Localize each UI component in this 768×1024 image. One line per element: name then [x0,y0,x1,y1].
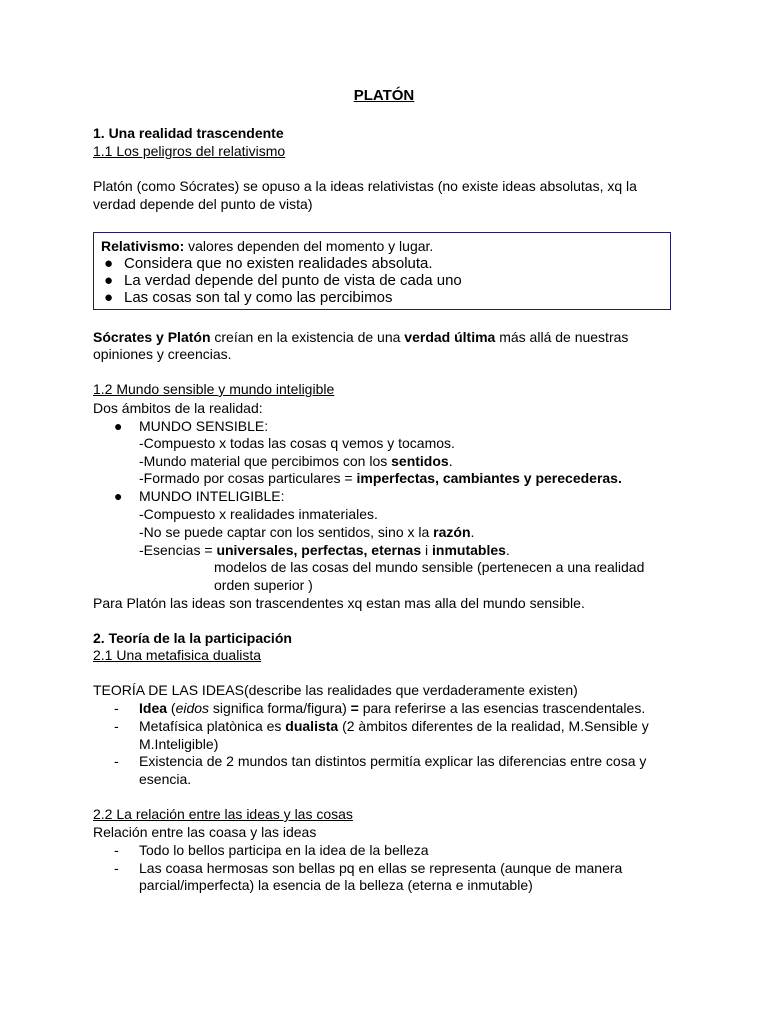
callout-term: Relativismo: [101,238,185,254]
text: (2 àmbitos diferentes de la realidad, M.Sensible y [338,718,649,734]
bold-text: razón [433,524,471,540]
list-item-line: modelos de las cosas del mundo sensible (pertenecen a una realidad [214,559,645,575]
list-item-line [139,542,510,560]
callout-list-item [104,289,393,307]
paragraph-line: Para Platón las ideas son trascendentes xq estan mas alla del mundo sensible. [93,595,585,611]
text: . [448,453,453,469]
text: -No se puede captar con los sentidos, sino x la [139,524,434,540]
dash-bullet: - [114,718,119,734]
relativism-callout-box [93,232,671,310]
list-item-line [139,524,474,542]
section-heading-1: 1. Una realidad trascendente [93,125,284,141]
bold-text: Idea [139,700,168,716]
subsection-heading-2-2: 2.2 La relación entre las ideas y las cosas [93,806,353,822]
bullet-icon: ● [104,272,114,289]
text: . [505,542,510,558]
text: -Esencias = [139,542,217,558]
bullet-icon: ● [114,418,123,434]
bold-text: verdad última [404,329,496,345]
list-item-line: -Compuesto x realidades inmateriales. [139,506,378,522]
dash-bullet: - [114,860,119,876]
text: . [470,524,475,540]
dash-bullet: - [114,842,119,858]
bullet-icon: ● [104,255,114,272]
paragraph-line: Platón (como Sócrates) se opuso a la ideas relativistas (no existe ideas absolutas, xq la [93,178,637,194]
text: i [421,542,432,558]
text: significa forma/figura) [209,700,351,716]
list-item-title: MUNDO SENSIBLE: [139,418,269,434]
text: -Mundo material que percibimos con los [139,453,392,469]
list-item-title: MUNDO INTELIGIBLE: [139,488,285,504]
list-item-line: Las coasa hermosas son bellas pq en ellas se representa (aunque de manera [139,860,623,876]
list-item-line [139,453,453,471]
paragraph-line: TEORÍA DE LAS IDEAS(describe las realidades que verdaderamente existen) [93,682,578,698]
page-title: PLATÓN [353,87,415,104]
section-heading-2: 2. Teoría de la la participación [93,630,292,646]
callout-list-item [104,272,462,290]
bold-text: inmutables [432,542,506,558]
list-item-line [139,718,649,736]
callout-def: valores dependen del momento y lugar. [184,238,434,254]
callout-item-text: Las cosas son tal y como las percibimos [124,289,393,306]
list-item-line [139,470,622,488]
list-item-line: esencia. [139,771,192,787]
text: más allá de nuestras [495,329,629,345]
text: -Formado por cosas particulares = [139,470,357,486]
paragraph-line [93,329,628,347]
bold-text: dualista [285,718,339,734]
paragraph-line: opiniones y creencias. [93,346,232,362]
list-item-line [139,700,645,718]
text: ( [167,700,176,716]
bullet-icon: ● [104,289,114,306]
bold-text: = [350,700,359,716]
bold-text: imperfectas, cambiantes y perecederas. [356,470,622,486]
paragraph-line: Dos ámbitos de la realidad: [93,400,263,416]
text: creían en la existencia de una [210,329,405,345]
paragraph-line: verdad depende del punto de vista) [93,196,313,212]
text: para referirse a las esencias trascendentales. [358,700,646,716]
callout-definition [101,238,433,256]
bold-text: Sócrates y Platón [93,329,211,345]
subsection-heading-1-1: 1.1 Los peligros del relativismo [93,143,286,159]
list-item-line: parcial/imperfecta) la esencia de la belleza (eterna e inmutable) [139,877,533,893]
list-item-line: orden superior ) [214,577,313,593]
paragraph-line: Relación entre las coasa y las ideas [93,824,317,840]
list-item-line: Existencia de 2 mundos tan distintos permitía explicar las diferencias entre cosa y [139,753,647,769]
dash-bullet: - [114,700,119,716]
italic-text: eidos [175,700,210,716]
text: Metafísica platònica es [139,718,286,734]
subsection-heading-2-1: 2.1 Una metafisica dualista [93,647,262,663]
dash-bullet: - [114,753,119,769]
list-item-line: -Compuesto x todas las cosas q vemos y tocamos. [139,435,455,451]
list-item-line: Todo lo bellos participa en la idea de la belleza [139,842,429,858]
bold-text: universales, perfectas, eternas [216,542,422,558]
subsection-heading-1-2: 1.2 Mundo sensible y mundo inteligible [93,381,335,397]
callout-item-text: La verdad depende del punto de vista de cada uno [124,272,462,289]
list-item-line: M.Inteligible) [139,736,219,752]
bullet-icon: ● [114,488,123,504]
bold-text: sentidos [391,453,449,469]
callout-item-text: Considera que no existen realidades absoluta. [124,255,433,272]
callout-list-item [104,255,433,273]
